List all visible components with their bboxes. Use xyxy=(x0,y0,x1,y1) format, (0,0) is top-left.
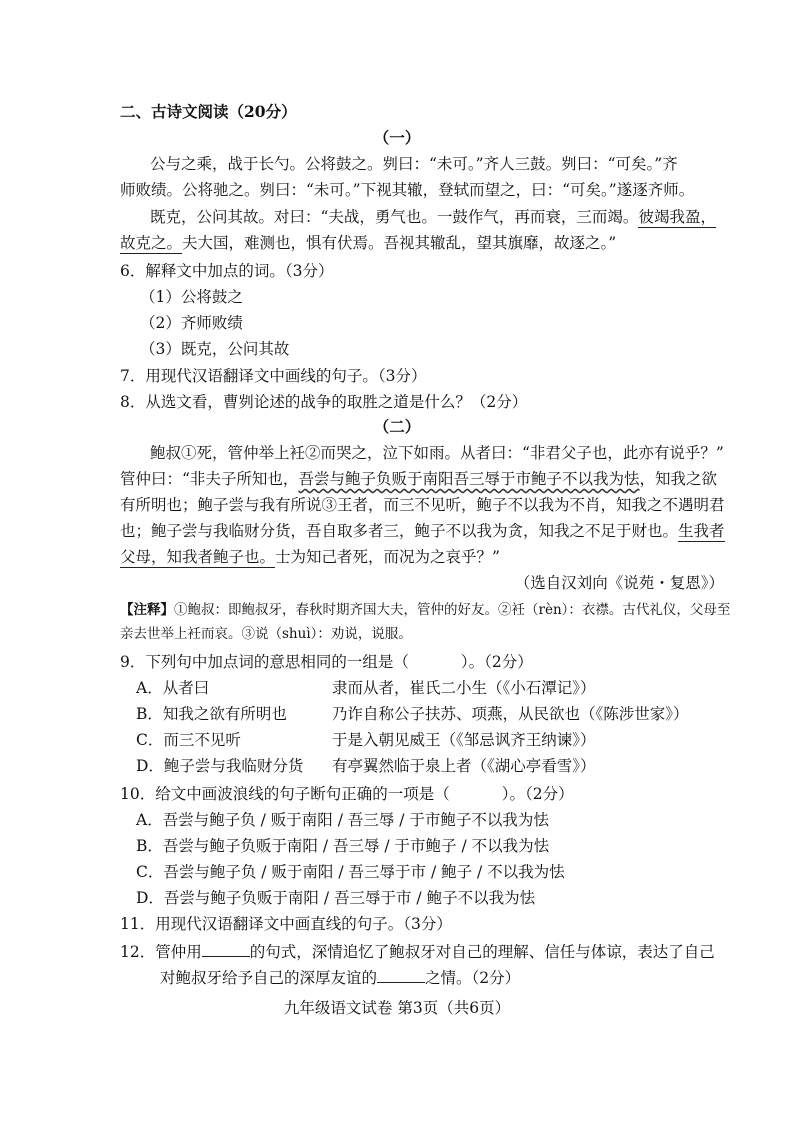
q10-stem-a: 10．给文中画波浪线的句子断句正确的一项是（ xyxy=(120,785,450,803)
underlined-sentence2-part1: 生我者 xyxy=(678,522,725,540)
q10-option-b: B．吾尝与鲍子负贩于南阳 / 吾三辱 / 于市鲍子 / 不以我为怯 xyxy=(136,837,550,855)
q12-text-d: 之情。（2分） xyxy=(425,969,521,987)
passage2-line5 xyxy=(120,547,500,567)
q12-line1 xyxy=(120,942,715,962)
q9-option-b-right: 乃诈自称公子扶苏、项燕，从民欲也（《陈涉世家》） xyxy=(332,705,689,723)
q12-text-c: 对鲍叔牙给予自己的深厚友谊的 xyxy=(160,969,378,987)
q9-option-c-left: C．而三不见听 xyxy=(136,731,241,749)
q9-option-c xyxy=(136,730,716,750)
q6-stem: 6．解释文中加点的词。（3分） xyxy=(120,262,334,280)
passage1-p2-line1 xyxy=(150,207,716,227)
q9-option-d xyxy=(136,756,716,776)
q10-option-c: C．吾尝与鲍子负 / 贩于南阳 / 吾三辱于市 / 鲍子 / 不以我为怯 xyxy=(136,863,565,881)
q9-option-a xyxy=(136,678,716,698)
underlined-sentence-part1: 彼竭我盈， xyxy=(638,208,716,226)
passage1-heading: （一） xyxy=(373,128,421,147)
q9-option-d-right: 有亭翼然临于泉上者（《湖心亭看雪》） xyxy=(332,757,596,775)
passage1-p2-text: 既克，公问其故。对曰：“夫战，勇气也。一鼓作气，再而衰，三而竭。 xyxy=(150,208,639,226)
q9-stem-a: 9．下列句中加点词的意思相同的一组是（ xyxy=(120,653,409,671)
q12-text-b: 的句式，深情追忆了鲍叔牙对自己的理解、信任与体谅，表达了自己 xyxy=(249,943,715,961)
q9-option-a-left: A．从者曰 xyxy=(136,679,210,697)
passage1-p1-line1: 公与之乘，战于长勺。公将鼓之。刿曰：“未可。”齐人三鼓。刿曰：“可矣。”齐 xyxy=(150,155,678,173)
underlined-sentence-part2: 故克之。 xyxy=(120,234,183,252)
passage2-line4 xyxy=(120,521,725,541)
q9-option-b-left: B．知我之欲有所明也 xyxy=(136,705,287,723)
passage2-line2-b: ，知我之欲 xyxy=(639,470,717,488)
q10-option-d: D．吾尝与鲍子负贩于南阳 / 吾三辱于市 / 鲍子不以我为怯 xyxy=(136,889,536,907)
passage1-p1-line2: 师败绩。公将驰之。刿曰：“未可。”下视其辙，登轼而望之，曰：“可矣。”遂逐齐师。 xyxy=(120,181,695,199)
notes-text1: ①鲍叔：即鲍叔牙，春秋时期齐国大夫，管仲的好友。②衽（rèn）：衣襟。古代礼仪，父母至 xyxy=(174,602,731,618)
q10-stem-b: ）。（2分） xyxy=(501,785,574,803)
q9-stem-b: ）。（2分） xyxy=(460,653,533,671)
passage2-heading: （二） xyxy=(373,417,421,436)
section-title: 二、古诗文阅读（20分） xyxy=(120,102,297,121)
q10-option-a: A．吾尝与鲍子负 / 贩于南阳 / 吾三辱 / 于市鲍子不以我为怯 xyxy=(136,811,549,829)
notes-label: 【注释】 xyxy=(120,602,174,618)
passage2-line5-b: 士为知己者死，而况为之哀乎？” xyxy=(275,548,500,566)
q11-stem: 11．用现代汉语翻译文中画直线的句子。（3分） xyxy=(120,915,452,933)
q9-stem xyxy=(120,652,533,672)
q6-item-2: （2）齐师败绩 xyxy=(140,314,243,332)
passage2-line2-a: 管仲曰：“非夫子所知也， xyxy=(120,470,299,488)
passage2-source: （选自汉刘向《说苑・复恩》） xyxy=(514,574,724,592)
passage2-line1: 鲍叔①死，管仲举上衽②而哭之，泣下如雨。从者曰：“非君父子也，此亦有说乎？” xyxy=(150,444,724,462)
passage1-p2-line2 xyxy=(120,233,616,253)
underlined-sentence2-part2: 父母，知我者鲍子也。 xyxy=(120,548,276,566)
q12-blank-2[interactable] xyxy=(377,968,425,983)
page-footer: 九年级语文试卷 第3页（共6页） xyxy=(283,999,511,1017)
passage2-line4-a: 也；鲍子尝与我临财分货，吾自取多者三，鲍子不以我为贪，知我之不足于财也。 xyxy=(120,522,679,540)
q9-option-b xyxy=(136,704,716,724)
q9-option-d-left: D．鲍子尝与我临财分货 xyxy=(136,757,304,775)
q10-stem xyxy=(120,784,574,804)
q12-line2 xyxy=(160,968,520,988)
passage1-p2-rest: 夫大国，难测也，惧有伏焉。吾视其辙乱，望其旗靡，故逐之。” xyxy=(182,234,617,252)
q8-stem: 8．从选文看，曹刿论述的战争的取胜之道是什么？（2分） xyxy=(120,393,528,411)
passage2-line2 xyxy=(120,469,717,489)
q7-stem: 7．用现代汉语翻译文中画线的句子。（3分） xyxy=(120,367,427,385)
q9-option-c-right: 于是入朝见威王（《邹忌讽齐王纳谏》） xyxy=(332,731,596,749)
q6-item-1: （1）公将鼓之 xyxy=(140,288,243,306)
q9-option-a-right: 隶而从者，崔氏二小生（《小石潭记》） xyxy=(332,679,596,697)
q6-item-3: （3）既克，公问其故 xyxy=(140,340,290,358)
q12-blank-1[interactable] xyxy=(202,942,250,957)
notes-line2: 亲去世举上衽而哀。③说（shuì）：劝说，说服。 xyxy=(120,626,412,642)
wavy-underlined-sentence: 吾尝与鲍子负贩于南阳吾三辱于市鲍子不以我为怯 xyxy=(298,470,640,488)
passage2-line3: 有所明也；鲍子尝与我有所说③王者，而三不见听，鲍子不以我为不肖，知我之不遇明君 xyxy=(120,496,725,514)
q12-text-a: 12．管仲用 xyxy=(120,943,202,961)
notes-line1 xyxy=(120,600,730,620)
